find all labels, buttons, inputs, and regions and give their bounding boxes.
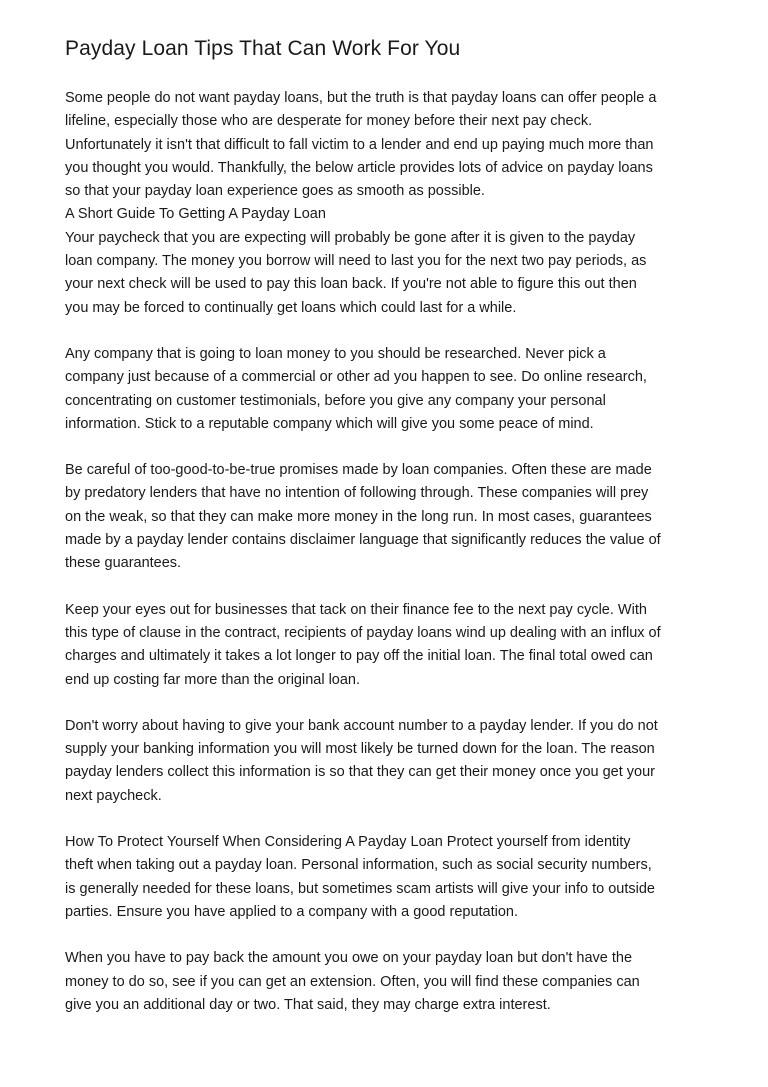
text-line: is generally needed for these loans, but sometimes scam artists will give your info to outside [65,880,655,897]
identity-theft-paragraph [65,831,715,924]
extension-paragraph [65,947,715,1017]
guide-paragraph [65,203,715,319]
text-line: so that your payday loan experience goes as smooth as possible. [65,183,485,200]
text-line: concentrating on customer testimonials, before you give any company your personal [65,392,606,409]
text-line: on the weak, so that they can make more money in the long run. In most cases, guarantees [65,508,652,525]
text-line: by predatory lenders that have no intention of following through. These companies will prey [65,485,649,502]
text-line: information. Stick to a reputable company which will give you some peace of mind. [65,415,594,432]
text-line: next paycheck. [65,787,162,804]
text-line: company just because of a commercial or other ad you happen to see. Do online research, [65,369,647,386]
section-heading: A Short Guide To Getting A Payday Loan [65,206,326,223]
text-line: Be careful of too-good-to-be-true promises made by loan companies. Often these are made [65,462,652,479]
text-line: give you an additional day or two. That said, they may charge extra interest. [65,996,551,1013]
text-line: How To Protect Yourself When Considering A Payday Loan Protect yourself from identity [65,834,631,851]
text-line: Some people do not want payday loans, but the truth is that payday loans can offer people a [65,90,657,106]
research-paragraph [65,343,715,436]
text-line: end up costing far more than the original loan. [65,671,361,688]
intro-paragraph [65,87,715,203]
text-line: Any company that is going to loan money to you should be researched. Never pick a [65,345,606,362]
text-line: parties. Ensure you have applied to a company with a good reputation. [65,903,519,920]
text-line: payday lenders collect this information is so that they can get their money once you get your [65,764,655,781]
text-line: theft when taking out a payday loan. Personal information, such as social security numbers, [65,857,652,874]
text-line: Don't worry about having to give your bank account number to a payday lender. If you do not [65,717,658,734]
bank-account-paragraph [65,715,715,808]
text-line: loan company. The money you borrow will need to last you for the next two pay periods, as [65,253,647,270]
article-body [65,87,715,1040]
text-line: you may be forced to continually get loans which could last for a while. [65,299,517,316]
page-title: Payday Loan Tips That Can Work For You [65,37,461,60]
text-line: your next check will be used to pay this loan back. If you're not able to figure this out then [65,276,637,293]
text-line: money to do so, see if you can get an extension. Often, you will find these companies can [65,973,640,990]
text-line: Unfortunately it isn't that difficult to fall victim to a lender and end up paying much more than [65,136,654,153]
text-line: When you have to pay back the amount you owe on your payday loan but don't have the [65,950,633,967]
text-line: lifeline, especially those who are desperate for money before their next pay check. [65,113,593,130]
text-line: charges and ultimately it takes a lot longer to pay off the initial loan. The final total owed can [65,648,653,665]
text-line: supply your banking information you will most likely be turned down for the loan. The reason [65,741,655,758]
text-line: you thought you would. Thankfully, the below article provides lots of advice on payday loans [65,159,653,176]
text-line: Keep your eyes out for businesses that tack on their finance fee to the next pay cycle. With [65,601,647,618]
finance-fee-paragraph [65,599,715,692]
text-line: Your paycheck that you are expecting will probably be gone after it is given to the payday [65,229,636,246]
promises-paragraph [65,459,715,575]
text-line: made by a payday lender contains disclaimer language that significantly reduces the value of [65,532,661,549]
text-line: these guarantees. [65,555,182,572]
text-line: this type of clause in the contract, recipients of payday loans wind up dealing with an influx of [65,624,661,641]
